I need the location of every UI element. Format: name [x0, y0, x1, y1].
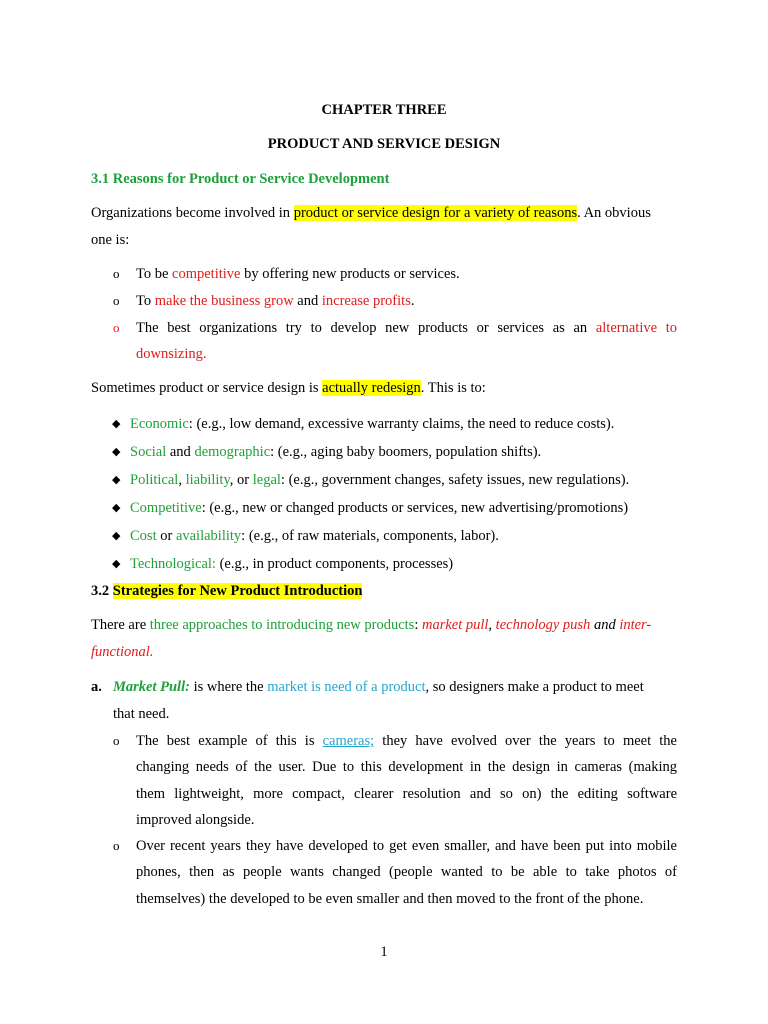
text-run: Sometimes product or service design is [91, 380, 323, 396]
text-run: Economic [130, 416, 189, 432]
text-run: themselves) the developed to be even smaller and then moved to the front of the phone. [136, 891, 644, 907]
text-run: , [178, 472, 186, 488]
text-run: phones, then as people wants changed (people wanted to be able to take photos of [136, 864, 677, 880]
sub-item-line [136, 757, 677, 777]
text-run: To be [136, 266, 173, 282]
text-run: technology push [495, 617, 591, 633]
text-run: availability [175, 528, 242, 544]
bullet-marker: o [113, 838, 120, 853]
text-run: . [410, 293, 415, 309]
text-run: : [414, 617, 422, 633]
intro-paragraph-line [91, 203, 677, 223]
text-run: . This is to: [420, 380, 486, 396]
redesign-paragraph [91, 378, 486, 398]
list-label-a: a. [91, 679, 102, 695]
text-run: functional. [91, 644, 154, 660]
driver-item [130, 470, 629, 490]
text-run: Over recent years they have developed to get even smaller, and have been put into mobile [136, 838, 677, 854]
text-run: market pull [421, 617, 489, 633]
text-run: Cost [130, 528, 157, 544]
text-run: one is: [91, 232, 130, 248]
bullet-marker: o [113, 293, 120, 308]
driver-item [130, 554, 453, 574]
text-run: Social [130, 444, 167, 460]
text-run: (e.g., in product components, processes) [215, 556, 454, 572]
sub-item-line [136, 810, 254, 830]
text-run: Political [130, 472, 179, 488]
text-run: or [156, 528, 176, 544]
text-run: three approaches to introducing new products [149, 617, 415, 633]
text-run: liability [185, 472, 230, 488]
text-run: legal [252, 472, 281, 488]
text-run: Technological: [130, 556, 216, 572]
driver-item [130, 414, 614, 434]
text-run: and [166, 444, 195, 460]
text-run: The best example of this is [136, 733, 323, 749]
driver-item [130, 526, 499, 546]
text-run: and [293, 293, 322, 309]
approaches-paragraph-line [91, 642, 153, 662]
text-run: changing needs of the user. Due to this development in the design in cameras (making [136, 759, 677, 775]
list-item [136, 318, 677, 338]
text-run: product or service design for a variety of reasons [293, 205, 578, 221]
text-run: Competitive [130, 500, 202, 516]
bullet-marker: o [113, 266, 120, 281]
text-run: is where the [189, 679, 268, 695]
text-run: market is need of a product [267, 679, 426, 695]
text-run: , [488, 617, 496, 633]
text-run: Organizations become involved in [91, 205, 294, 221]
text-run: Market Pull: [113, 679, 190, 695]
list-item [136, 264, 460, 284]
text-run: To [136, 293, 155, 309]
text-run: and [590, 617, 620, 633]
text-run: : (e.g., aging baby boomers, population shifts). [270, 444, 542, 460]
text-run: by offering new products or services. [240, 266, 460, 282]
diamond-bullet-icon: ◆ [112, 446, 121, 458]
text-run: : (e.g., of raw materials, components, labor). [241, 528, 499, 544]
diamond-bullet-icon: ◆ [112, 474, 121, 486]
list-item-continuation [136, 344, 206, 364]
bullet-marker: o [113, 733, 120, 748]
text-run: : (e.g., low demand, excessive warranty claims, the need to reduce costs). [188, 416, 615, 432]
intro-paragraph-line [91, 230, 129, 250]
diamond-bullet-icon: ◆ [112, 558, 121, 570]
text-run: alternative to [595, 320, 677, 336]
chapter-heading: CHAPTER THREE [321, 102, 447, 118]
text-run: them lightweight, more compact, clearer resolution and so on) the editing software [136, 786, 677, 802]
chapter-title: PRODUCT AND SERVICE DESIGN [267, 136, 501, 152]
text-run: competitive [172, 266, 241, 282]
section-heading-3-2 [91, 581, 362, 601]
text-run: that need. [113, 706, 170, 722]
text-run: . An obvious [577, 205, 651, 221]
list-item [136, 291, 414, 311]
sub-item-line [136, 731, 677, 751]
market-pull-paragraph-line [113, 677, 677, 697]
text-run: improved alongside. [136, 812, 255, 828]
sub-item-line [136, 889, 643, 909]
sub-item-line [136, 784, 677, 804]
text-run: There are [91, 617, 150, 633]
diamond-bullet-icon: ◆ [112, 502, 121, 514]
diamond-bullet-icon: ◆ [112, 530, 121, 542]
diamond-bullet-icon: ◆ [112, 418, 121, 430]
sub-item-line [136, 862, 677, 882]
text-run: downsizing. [136, 346, 207, 362]
text-run: 3.2 [91, 583, 113, 599]
text-run: , so designers make a product to meet [425, 679, 644, 695]
text-run: they have evolved over the years to meet the [374, 733, 677, 749]
page-number: 1 [380, 944, 388, 960]
text-run: increase profits [321, 293, 411, 309]
bullet-marker: o [113, 320, 120, 335]
text-run: The best organizations try to develop new products or services as an [136, 320, 596, 336]
sub-item-line [136, 836, 677, 856]
driver-item [130, 498, 628, 518]
text-run: inter- [619, 617, 652, 633]
market-pull-paragraph-line [113, 704, 169, 724]
text-run: : (e.g., new or changed products or services, new advertising/promotions) [201, 500, 629, 516]
text-run: , or [229, 472, 253, 488]
section-heading-3-1: 3.1 Reasons for Product or Service Development [91, 171, 390, 187]
text-run: Strategies for New Product Introduction [112, 583, 363, 599]
approaches-paragraph-line [91, 615, 677, 635]
text-run: actually redesign [322, 380, 421, 396]
driver-item [130, 442, 541, 462]
text-run: cameras; [322, 733, 375, 749]
text-run: : (e.g., government changes, safety issues, new regulations). [280, 472, 630, 488]
text-run: make the business grow [154, 293, 294, 309]
text-run: demographic [194, 444, 271, 460]
